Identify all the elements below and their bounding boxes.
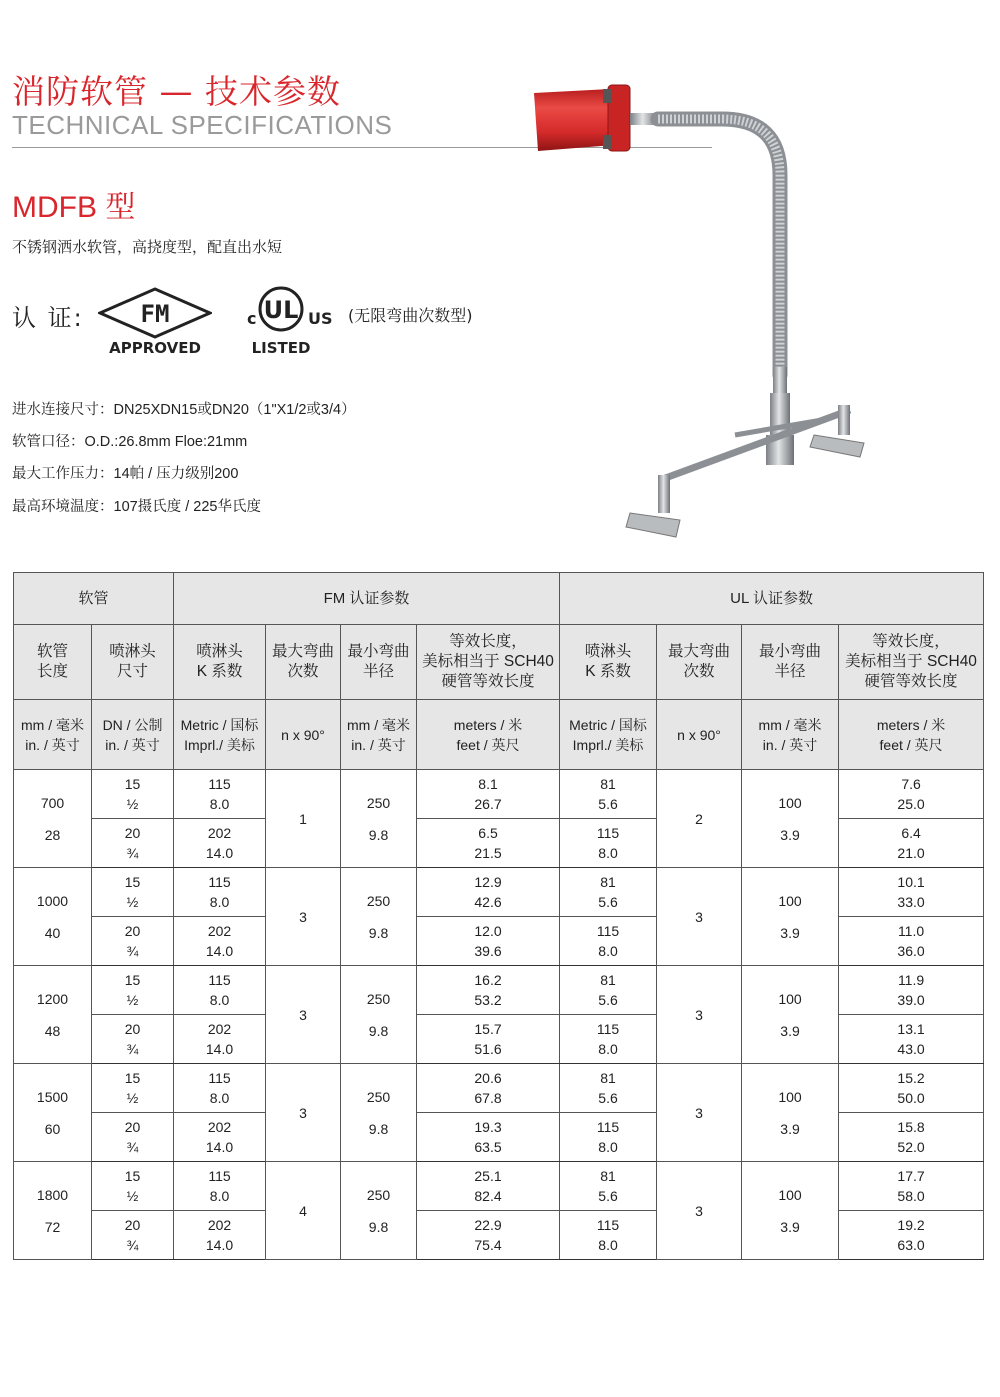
sprinkler-size-cell: 20 ¾ — [92, 819, 174, 868]
col-header-fm-min-radius: 最小弯曲 半径 — [341, 625, 417, 700]
fm-k-factor-cell: 115 8.0 — [174, 1064, 266, 1113]
unit-hose-length: mm / 毫米 in. / 英寸 — [14, 700, 92, 770]
certification-note: (无限弯曲次数型) — [348, 306, 473, 325]
fm-k-factor-cell: 202 14.0 — [174, 1211, 266, 1260]
column-header-row — [14, 625, 984, 700]
fm-min-radius-cell: 250 9.8 — [341, 770, 417, 868]
ul-k-factor-cell: 81 5.6 — [560, 1162, 657, 1211]
unit-ul-max-bends: n x 90° — [657, 700, 742, 770]
sprinkler-size-cell: 20 ¾ — [92, 1015, 174, 1064]
ul-min-radius-cell: 100 3.9 — [742, 868, 839, 966]
ul-k-factor-cell: 81 5.6 — [560, 868, 657, 917]
fm-min-radius-cell: 250 9.8 — [341, 1064, 417, 1162]
page-subtitle: TECHNICAL SPECIFICATIONS — [12, 110, 393, 140]
col-header-sprinkler-size: 喷淋头 尺寸 — [92, 625, 174, 700]
fm-equiv-length-cell: 25.1 82.4 — [417, 1162, 560, 1211]
group-header-ul: UL 认证参数 — [560, 573, 984, 625]
ul-k-factor-cell: 81 5.6 — [560, 1064, 657, 1113]
sprinkler-size-cell: 15 ½ — [92, 966, 174, 1015]
fm-equiv-length-cell: 12.9 42.6 — [417, 868, 560, 917]
ul-max-bends-cell: 3 — [657, 1064, 742, 1162]
ul-max-bends-cell: 3 — [657, 868, 742, 966]
unit-ul-min-radius: mm / 毫米 in. / 英寸 — [742, 700, 839, 770]
fm-equiv-length-cell: 12.0 39.6 — [417, 917, 560, 966]
sprinkler-size-cell: 15 ½ — [92, 1064, 174, 1113]
col-header-ul-equiv: 等效长度， 美标相当于 SCH40 硬管等效长度 — [839, 625, 984, 700]
unit-sprinkler-size: DN / 公制 in. / 英寸 — [92, 700, 174, 770]
fm-k-factor-cell: 202 14.0 — [174, 1113, 266, 1162]
ul-equiv-length-cell: 6.4 21.0 — [839, 819, 984, 868]
ul-equiv-length-cell: 15.2 50.0 — [839, 1064, 984, 1113]
fm-max-bends-cell: 3 — [266, 1064, 341, 1162]
ul-max-bends-cell: 3 — [657, 1162, 742, 1260]
fm-max-bends-cell: 3 — [266, 966, 341, 1064]
fm-k-factor-cell: 202 14.0 — [174, 1015, 266, 1064]
ul-k-factor-cell: 115 8.0 — [560, 917, 657, 966]
ul-k-factor-cell: 115 8.0 — [560, 1211, 657, 1260]
sprinkler-size-cell: 15 ½ — [92, 770, 174, 819]
ul-min-radius-cell: 100 3.9 — [742, 770, 839, 868]
ul-k-factor-cell: 115 8.0 — [560, 819, 657, 868]
spec-table — [13, 572, 984, 1260]
sprinkler-size-cell: 20 ¾ — [92, 917, 174, 966]
hose-length-cell: 700 28 — [14, 770, 92, 868]
ul-mark: UL — [263, 296, 299, 324]
fm-equiv-length-cell: 19.3 63.5 — [417, 1113, 560, 1162]
ul-equiv-length-cell: 13.1 43.0 — [839, 1015, 984, 1064]
unit-header-row — [14, 700, 984, 770]
table-row — [14, 819, 984, 868]
fm-equiv-length-cell: 15.7 51.6 — [417, 1015, 560, 1064]
ul-min-radius-cell: 100 3.9 — [742, 1162, 839, 1260]
col-header-fm-max-bends: 最大弯曲 次数 — [266, 625, 341, 700]
ul-k-factor-cell: 81 5.6 — [560, 966, 657, 1015]
ul-min-radius-cell: 100 3.9 — [742, 966, 839, 1064]
spec-max-pressure: 最大工作压力：14帕 / 压力级别200 — [12, 466, 239, 482]
ul-max-bends-cell: 2 — [657, 770, 742, 868]
fm-equiv-length-cell: 20.6 67.8 — [417, 1064, 560, 1113]
fm-equiv-length-cell: 16.2 53.2 — [417, 966, 560, 1015]
sprinkler-size-cell: 15 ½ — [92, 1162, 174, 1211]
group-header-fm: FM 认证参数 — [174, 573, 560, 625]
hose-length-cell: 1800 72 — [14, 1162, 92, 1260]
fm-max-bends-cell: 1 — [266, 770, 341, 868]
hose-length-group — [14, 1064, 984, 1162]
product-photo — [530, 75, 875, 545]
sprinkler-size-cell: 15 ½ — [92, 868, 174, 917]
group-header-row — [14, 573, 984, 625]
product-description: 不锈钢洒水软管，高挠度型，配直出水短 — [12, 238, 283, 256]
certification-label: 认 证: — [12, 304, 84, 332]
fm-mark: FM — [140, 300, 170, 328]
ul-equiv-length-cell: 15.8 52.0 — [839, 1113, 984, 1162]
ul-c-mark: c — [247, 309, 257, 328]
fm-min-radius-cell: 250 9.8 — [341, 966, 417, 1064]
col-header-ul-min-radius: 最小弯曲 半径 — [742, 625, 839, 700]
fm-k-factor-cell: 202 14.0 — [174, 819, 266, 868]
fm-k-factor-cell: 115 8.0 — [174, 1162, 266, 1211]
model-name: MDFB 型 — [12, 191, 136, 224]
ul-k-factor-cell: 115 8.0 — [560, 1015, 657, 1064]
page-title: 消防软管 — 技术参数 — [12, 72, 341, 111]
hose-length-cell: 1000 40 — [14, 868, 92, 966]
col-header-hose-length: 软管 长度 — [14, 625, 92, 700]
table-row — [14, 1113, 984, 1162]
fm-equiv-length-cell: 22.9 75.4 — [417, 1211, 560, 1260]
table-row — [14, 1015, 984, 1064]
hose-length-group — [14, 966, 984, 1064]
unit-fm-min-radius: mm / 毫米 in. / 英寸 — [341, 700, 417, 770]
ul-equiv-length-cell: 11.0 36.0 — [839, 917, 984, 966]
sprinkler-size-cell: 20 ¾ — [92, 1113, 174, 1162]
fm-k-factor-cell: 115 8.0 — [174, 770, 266, 819]
ul-k-factor-cell: 81 5.6 — [560, 770, 657, 819]
fm-equiv-length-cell: 8.1 26.7 — [417, 770, 560, 819]
fm-k-factor-cell: 115 8.0 — [174, 966, 266, 1015]
ul-listed-logo — [238, 284, 338, 358]
col-header-ul-k: 喷淋头 K 系数 — [560, 625, 657, 700]
spec-inlet-size: 进水连接尺寸：DN25XDN15或DN20（1"X1/2或3/4） — [12, 402, 356, 418]
fm-k-factor-cell: 202 14.0 — [174, 917, 266, 966]
hose-length-group — [14, 770, 984, 868]
table-row — [14, 966, 984, 1015]
ul-max-bends-cell: 3 — [657, 966, 742, 1064]
spec-hose-diameter: 软管口径：O.D.:26.8mm Floe:21mm — [12, 434, 248, 450]
group-header-hose: 软管 — [14, 573, 174, 625]
col-header-fm-k: 喷淋头 K 系数 — [174, 625, 266, 700]
hose-length-cell: 1500 60 — [14, 1064, 92, 1162]
fm-equiv-length-cell: 6.5 21.5 — [417, 819, 560, 868]
ul-k-factor-cell: 115 8.0 — [560, 1113, 657, 1162]
hose-length-cell: 1200 48 — [14, 966, 92, 1064]
ul-equiv-length-cell: 7.6 25.0 — [839, 770, 984, 819]
ul-listed-text: LISTED — [251, 339, 311, 357]
ul-us-mark: US — [308, 309, 333, 328]
ul-equiv-length-cell: 19.2 63.0 — [839, 1211, 984, 1260]
table-row — [14, 1064, 984, 1113]
col-header-ul-max-bends: 最大弯曲 次数 — [657, 625, 742, 700]
table-row — [14, 1211, 984, 1260]
unit-fm-max-bends: n x 90° — [266, 700, 341, 770]
fm-approved-text: APPROVED — [109, 339, 201, 357]
ul-equiv-length-cell: 17.7 58.0 — [839, 1162, 984, 1211]
unit-fm-equiv: meters / 米 feet / 英尺 — [417, 700, 560, 770]
hose-length-group — [14, 868, 984, 966]
fm-min-radius-cell: 250 9.8 — [341, 868, 417, 966]
ul-equiv-length-cell: 11.9 39.0 — [839, 966, 984, 1015]
ul-min-radius-cell: 100 3.9 — [742, 1064, 839, 1162]
hose-length-group — [14, 1162, 984, 1260]
fm-k-factor-cell: 115 8.0 — [174, 868, 266, 917]
ul-equiv-length-cell: 10.1 33.0 — [839, 868, 984, 917]
table-row — [14, 770, 984, 819]
fm-max-bends-cell: 4 — [266, 1162, 341, 1260]
sprinkler-size-cell: 20 ¾ — [92, 1211, 174, 1260]
spec-max-temperature: 最高环境温度：107摄氏度 / 225华氏度 — [12, 499, 261, 515]
table-row — [14, 1162, 984, 1211]
table-row — [14, 917, 984, 966]
col-header-fm-equiv: 等效长度， 美标相当于 SCH40 硬管等效长度 — [417, 625, 560, 700]
fm-min-radius-cell: 250 9.8 — [341, 1162, 417, 1260]
unit-ul-equiv: meters / 米 feet / 英尺 — [839, 700, 984, 770]
unit-fm-k: Metric / 国标 Imprl./ 美标 — [174, 700, 266, 770]
table-row — [14, 868, 984, 917]
fm-approved-logo — [98, 287, 212, 359]
fm-max-bends-cell: 3 — [266, 868, 341, 966]
unit-ul-k: Metric / 国标 Imprl./ 美标 — [560, 700, 657, 770]
